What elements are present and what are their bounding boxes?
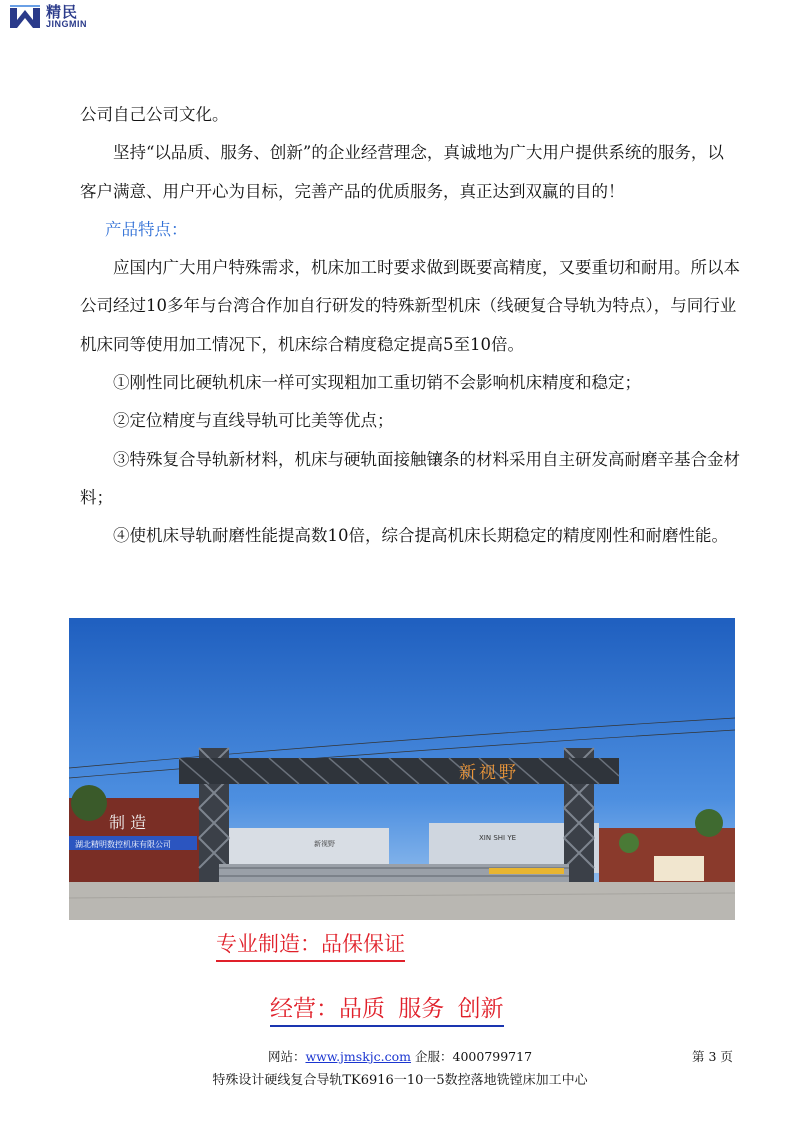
wall-banner-text: 湖北精明数控机床有限公司 [75,840,171,849]
caption-business-values: 经营：品质 服务 创新 [270,990,504,1027]
logo-english-name: JINGMIN [46,19,88,29]
feature-item-4: ④使机床导轨耐磨性能提高数10倍，综合提高机床长期稳定的精度刚性和耐磨性能。 [113,526,728,546]
feature-item-2: ②定位精度与直线导轨可比美等优点； [113,411,394,431]
building-sign: 新视野 [314,840,335,848]
footer-product-title: 特殊设计硬线复合导轨TK6916一10一5数控落地铣镗床加工中心 [212,1073,588,1088]
wall-sign-text: 制 造 [109,813,147,832]
website-link[interactable]: www.jmskjc.com [305,1049,412,1064]
factory-gate-photo [69,618,735,920]
website-label: 网站： [267,1049,306,1064]
paragraph-philosophy: 坚持“以品质、服务、创新”的企业经营理念，真诚地为广大用户提供系统的服务，以客户满意、用户开心为目标，完善产品的优质服务，真正达到双赢的目的！ [80,143,724,201]
section-heading-features: 产品特点： [105,219,188,239]
service-label: 企服： [415,1049,453,1064]
service-phone: 4000799717 [452,1049,533,1064]
feature-item-3: ③特殊复合导轨新材料，机床与硬轨面接触镶条的材料采用自主研发高耐磨辛基合金材料； [80,449,740,507]
company-logo [8,4,87,30]
paragraph-culture: 公司自己公司文化。 [80,105,229,124]
caption-professional-manufacturing: 专业制造：品保保证 [216,928,405,962]
gate-sign-text: 新视野 [459,763,519,783]
feature-item-1: ①刚性同比硬轨机床一样可实现粗加工重切销不会影响机床精度和稳定； [113,373,641,393]
jingmin-logo-icon [8,4,42,30]
document-body [80,96,740,556]
page-number: 第 3 页 [692,1049,733,1064]
logo-chinese-name: 精民 [46,3,79,21]
building-sign-2: XIN SHI YE [479,834,517,842]
footer-contact [0,1047,800,1065]
paragraph-features-intro: 应国内广大用户特殊需求，机床加工时要求做到既要高精度，又要重切和耐用。所以本公司经过10多年与台湾合作加自行研发的特殊新型机床（线硬复合导轨为特点），与同行业机床同等使用加工情况下，机床综合精度稳定提高5至10倍。 [80,258,740,354]
